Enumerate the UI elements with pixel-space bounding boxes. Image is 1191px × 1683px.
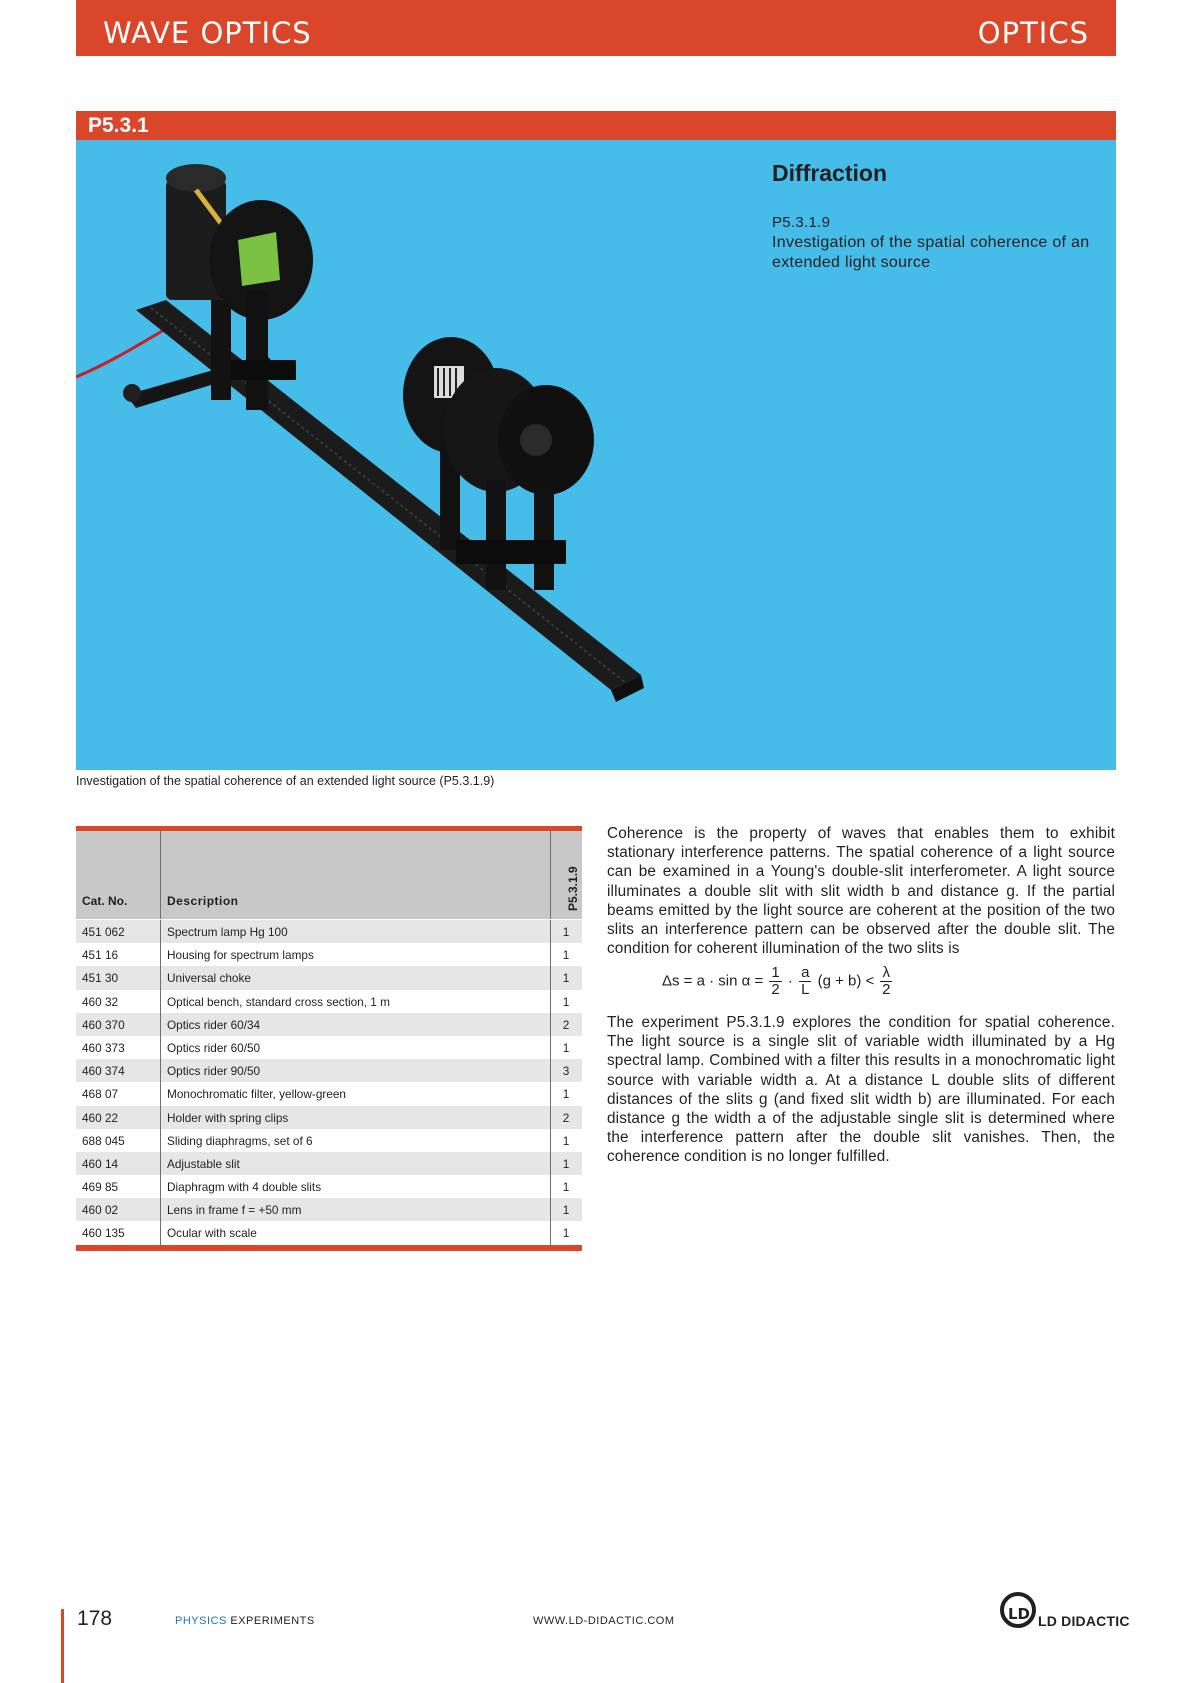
table-row (76, 943, 582, 966)
section-code: P5.3.1 (88, 114, 149, 137)
cat-number: 460 135 (82, 1226, 125, 1241)
item-quantity: 2 (562, 1110, 570, 1125)
item-quantity: 1 (562, 1156, 570, 1171)
col-desc-header: Description (167, 894, 239, 908)
table-bottom-rule (76, 1245, 582, 1251)
item-description: Optics rider 60/34 (167, 1017, 261, 1032)
coherence-formula (662, 965, 894, 998)
cat-number: 451 30 (82, 971, 119, 986)
cat-number: 460 22 (82, 1110, 119, 1125)
item-quantity: 1 (562, 1040, 570, 1055)
item-quantity: 1 (562, 971, 570, 986)
item-quantity: 1 (562, 994, 570, 1009)
table-row (76, 1013, 582, 1036)
item-description: Ocular with scale (167, 1226, 257, 1241)
table-row (76, 1059, 582, 1082)
item-quantity: 1 (562, 1226, 570, 1241)
table-row (76, 990, 582, 1013)
footer-accent-bar (61, 1609, 64, 1683)
table-row (76, 1221, 582, 1244)
item-quantity: 1 (562, 1133, 570, 1148)
item-description: Optics rider 60/50 (167, 1040, 261, 1055)
cat-number: 451 16 (82, 948, 119, 963)
cat-number: 460 373 (82, 1040, 125, 1055)
ld-logo-icon (1000, 1590, 1040, 1630)
table-row (76, 920, 582, 943)
frac2-den: L (801, 981, 810, 998)
item-description: Monochromatic filter, yellow-green (167, 1087, 346, 1102)
frac3-den: 2 (882, 981, 891, 998)
frac1-den: 2 (771, 981, 780, 998)
photo-caption: Investigation of the spatial coherence of an extended light source (P5.3.1.9) (76, 774, 495, 788)
item-description: Optical bench, standard cross section, 1 m (167, 994, 390, 1009)
table-row (76, 1152, 582, 1175)
item-description: Sliding diaphragms, set of 6 (167, 1133, 313, 1148)
item-quantity: 1 (562, 1180, 570, 1195)
cat-number: 468 07 (82, 1087, 119, 1102)
table-row (76, 1175, 582, 1198)
hero-title: Diffraction (772, 160, 887, 186)
section-title: OPTICS (977, 16, 1089, 50)
item-description: Lens in frame f = +50 mm (167, 1203, 302, 1218)
item-quantity: 1 (562, 1087, 570, 1102)
table-row (76, 1036, 582, 1059)
item-description: Adjustable slit (167, 1156, 240, 1171)
frac1-num: 1 (771, 964, 780, 981)
hero-panel (76, 140, 1116, 770)
cat-number: 451 062 (82, 925, 125, 939)
formula-mid: (g + b) < (817, 972, 875, 990)
table-row (76, 1106, 582, 1129)
table-header (76, 831, 582, 920)
item-description: Universal choke (167, 971, 251, 986)
cat-number: 460 14 (82, 1156, 119, 1171)
cat-number: 460 32 (82, 994, 119, 1009)
paragraph-experiment: The experiment P5.3.1.9 explores the condition for spatial coherence. The light source is a single slit of variable width illuminated by a Hg spectral lamp. Combined with a filter this results in a monochromatic light source with variable width a. At a distance L double slits of different distances of the slits g (and fixed slit width b) are illuminated. For each distance g the width a of the adjustable single slit is determined where the interference pattern after the double slit vanishes. Then, the coherence condition is no longer fulfilled. (607, 1014, 1115, 1166)
item-description: Housing for spectrum lamps (167, 948, 314, 963)
cat-number: 460 370 (82, 1017, 125, 1032)
formula-dot: · (787, 972, 793, 990)
paragraph-coherence: Coherence is the property of waves that enables them to exhibit stationary interference patterns. The spatial coherence of a light source can be examined in a Young's double-slit interferometer. A light source illuminates a double slit with slit width b and distance g. If the partial beams emitted by the light source are coherent at the position of the two slits an interference pattern can be observed after the double slit. The condition for coherent illumination of the two slits is (607, 825, 1115, 958)
footer-physics: PHYSICS (175, 1615, 227, 1627)
col-experiment-header: P5.3.1.9 (566, 866, 580, 911)
footer-website[interactable]: WWW.LD-DIDACTIC.COM (533, 1615, 675, 1627)
item-description: Spectrum lamp Hg 100 (167, 925, 288, 939)
table-body (76, 920, 582, 1245)
experiment-number: P5.3.1.9 (772, 214, 831, 231)
frac2-num: a (801, 964, 810, 981)
table-row (76, 966, 582, 989)
cat-number: 688 045 (82, 1133, 125, 1148)
equipment-table (76, 826, 582, 1251)
item-description: Holder with spring clips (167, 1110, 289, 1125)
table-row (76, 1082, 582, 1105)
footer-physics-experiments (175, 1615, 315, 1627)
brand-name: LD DIDACTIC (1038, 1613, 1130, 1629)
cat-number: 460 02 (82, 1203, 119, 1218)
item-quantity: 2 (562, 1017, 570, 1032)
page-number: 178 (77, 1607, 113, 1630)
logo-mark: LD (1008, 1605, 1031, 1623)
chapter-title: WAVE OPTICS (103, 16, 312, 50)
cat-number: 460 374 (82, 1064, 125, 1079)
section-bar (76, 111, 1116, 140)
item-quantity: 1 (562, 1203, 570, 1218)
item-description: Diaphragm with 4 double slits (167, 1180, 322, 1195)
formula-lhs: Δs = a · sin α = (662, 972, 764, 990)
cat-number: 469 85 (82, 1180, 119, 1195)
footer-experiments: EXPERIMENTS (226, 1615, 315, 1627)
table-row (76, 1198, 582, 1221)
col-cat-header: Cat. No. (82, 894, 128, 908)
top-banner (76, 0, 1116, 56)
experiment-title: Investigation of the spatial coherence of an extended light source (772, 234, 1090, 271)
item-quantity: 1 (562, 925, 570, 939)
table-row (76, 1129, 582, 1152)
item-quantity: 1 (562, 948, 570, 963)
item-quantity: 3 (562, 1064, 570, 1079)
item-description: Optics rider 90/50 (167, 1064, 261, 1079)
frac3-num: λ (882, 964, 890, 981)
